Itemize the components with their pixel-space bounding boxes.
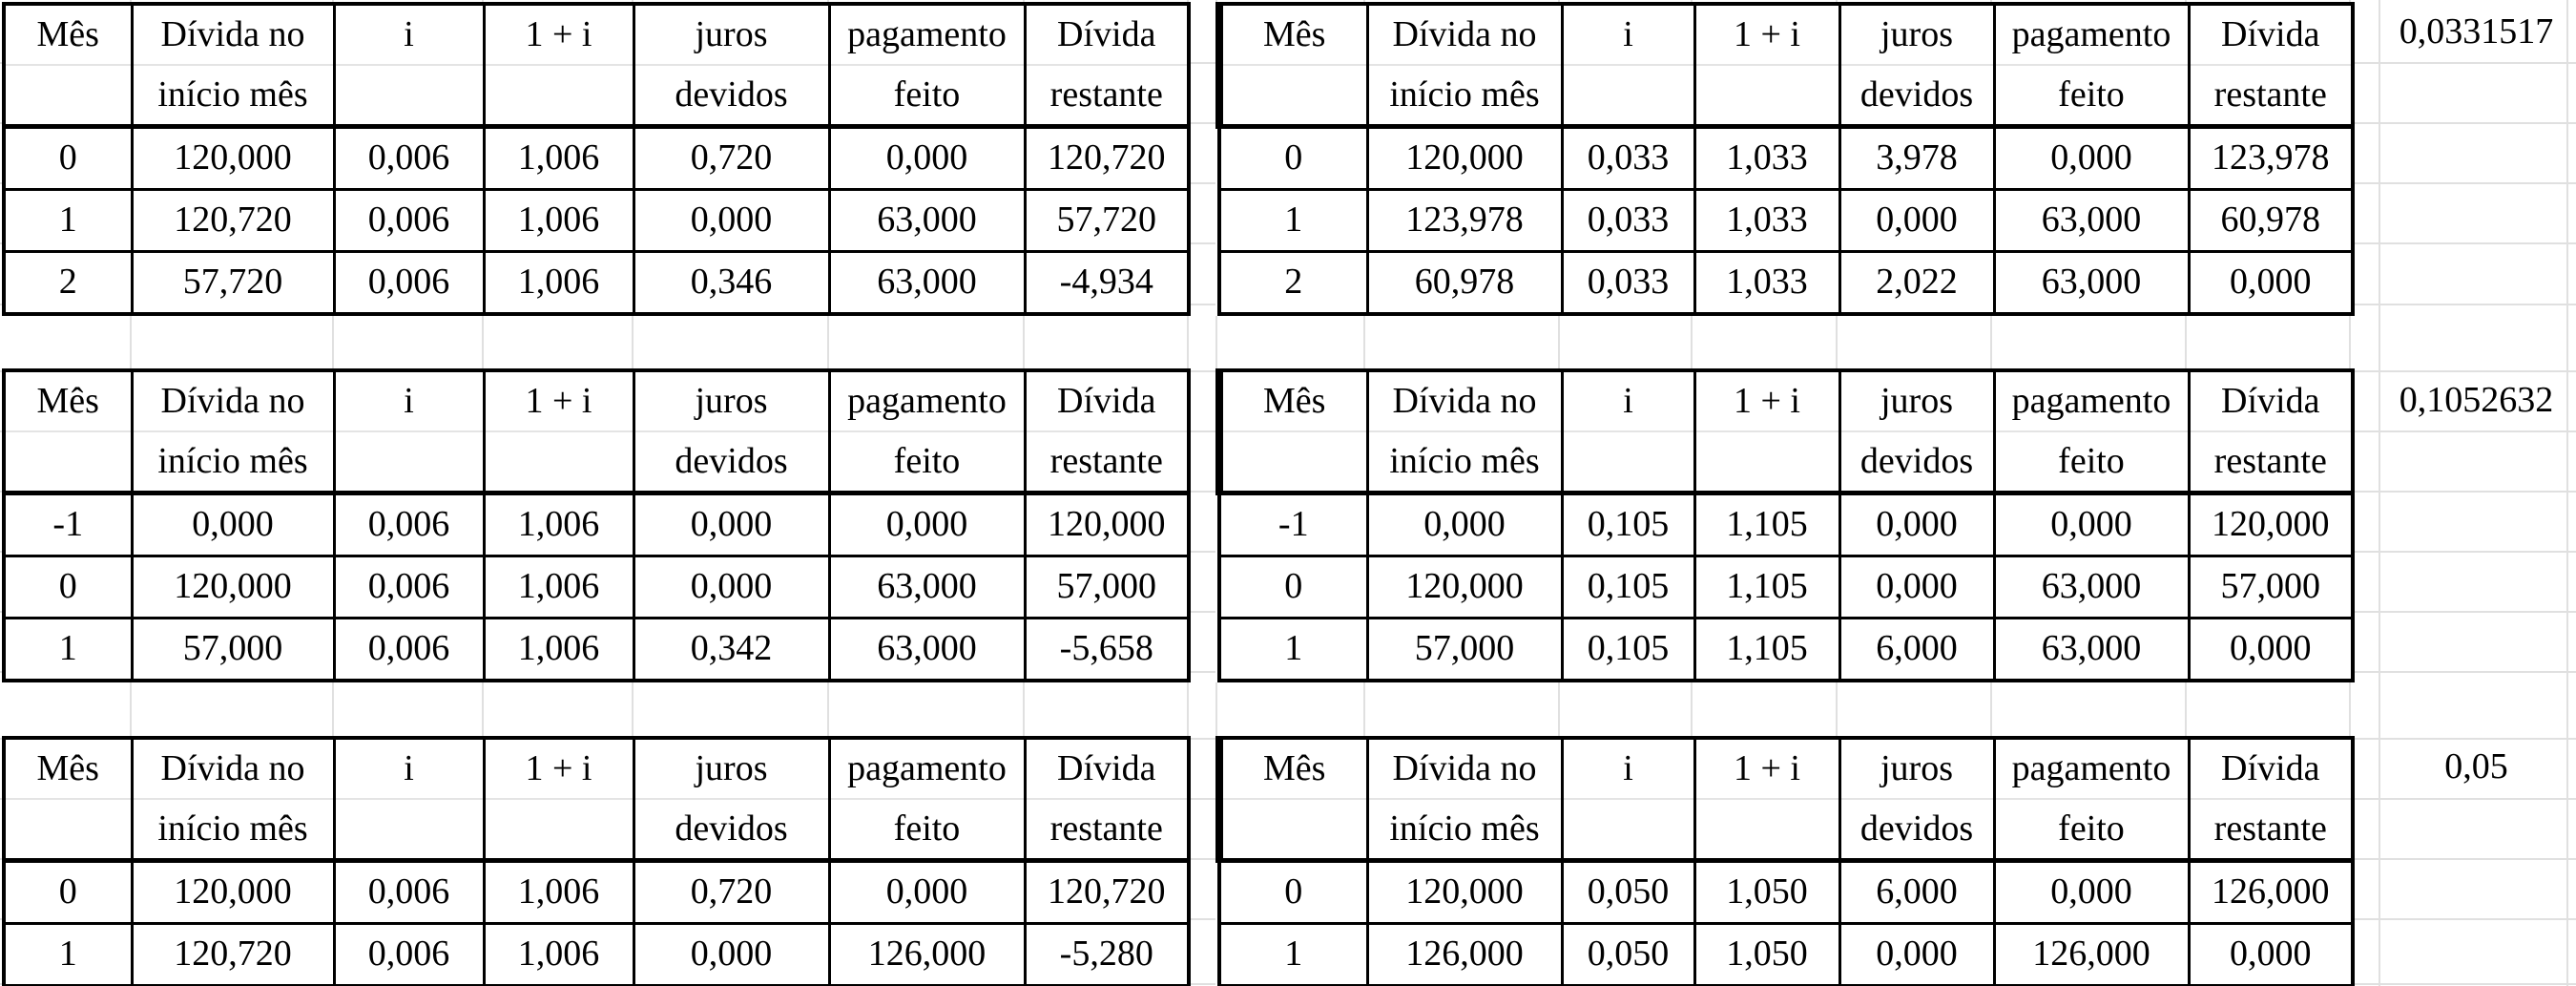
cell[interactable]: 0,000 — [634, 190, 829, 252]
cell[interactable]: 120,720 — [132, 190, 334, 252]
cell[interactable]: 2,022 — [1839, 252, 1994, 315]
cell[interactable]: 0 — [1219, 556, 1367, 619]
cell[interactable]: 0,006 — [334, 252, 484, 315]
cell[interactable]: 0,720 — [634, 861, 829, 924]
cell[interactable]: 126,000 — [1994, 924, 2189, 986]
header-row — [4, 431, 1189, 493]
cell[interactable]: 57,000 — [132, 619, 334, 682]
cell[interactable]: 3,978 — [1839, 127, 1994, 190]
header-cell[interactable]: Mês — [1219, 738, 1367, 799]
header-cell[interactable] — [1562, 799, 1694, 861]
cell[interactable]: 0,000 — [829, 861, 1025, 924]
header-row — [4, 370, 1189, 431]
cell[interactable]: 1,006 — [484, 861, 634, 924]
header-cell[interactable]: feito — [1994, 799, 2189, 861]
header-cell[interactable]: devidos — [1839, 799, 1994, 861]
header-cell[interactable] — [1219, 799, 1367, 861]
cell[interactable]: 120,000 — [132, 556, 334, 619]
cell[interactable]: 57,000 — [1367, 619, 1562, 682]
cell[interactable]: 57,720 — [132, 252, 334, 315]
header-cell[interactable]: juros — [1839, 738, 1994, 799]
header-cell[interactable]: restante — [2189, 431, 2353, 493]
table-row — [4, 556, 1189, 619]
cell[interactable]: 0,346 — [634, 252, 829, 315]
header-cell[interactable]: pagamento — [1994, 738, 2189, 799]
cell[interactable]: 123,978 — [2189, 127, 2353, 190]
header-cell[interactable]: Mês — [1219, 4, 1367, 65]
amortization-table-middle-right — [1215, 368, 2355, 682]
header-cell[interactable]: início mês — [1367, 431, 1562, 493]
cell[interactable]: 1 — [4, 190, 132, 252]
cell[interactable]: 1,006 — [484, 127, 634, 190]
cell[interactable]: 120,000 — [132, 861, 334, 924]
header-cell[interactable]: juros — [634, 738, 829, 799]
header-cell[interactable]: Dívida no — [132, 4, 334, 65]
cell[interactable]: 0,105 — [1562, 556, 1694, 619]
header-row — [4, 738, 1189, 799]
header-cell[interactable]: Dívida no — [1367, 4, 1562, 65]
cell[interactable]: -5,658 — [1025, 619, 1189, 682]
header-cell[interactable] — [1219, 65, 1367, 127]
cell[interactable]: 1,006 — [484, 619, 634, 682]
cell[interactable]: 0,006 — [334, 924, 484, 986]
header-cell[interactable]: Dívida — [1025, 370, 1189, 431]
cell[interactable]: 0,000 — [1839, 493, 1994, 556]
cell[interactable]: 1,006 — [484, 493, 634, 556]
cell[interactable]: 0,006 — [334, 127, 484, 190]
table-row — [1219, 252, 2353, 315]
header-cell[interactable]: Mês — [4, 4, 132, 65]
table-row — [4, 190, 1189, 252]
cell[interactable]: 57,720 — [1025, 190, 1189, 252]
header-cell[interactable]: juros — [1839, 4, 1994, 65]
header-row — [1219, 65, 2353, 127]
header-cell[interactable]: devidos — [1839, 65, 1994, 127]
amortization-table-bottom-right — [1215, 736, 2355, 986]
header-cell[interactable]: feito — [1994, 431, 2189, 493]
header-cell[interactable]: 1 + i — [1694, 4, 1839, 65]
header-cell[interactable]: Dívida — [2189, 738, 2353, 799]
cell[interactable]: 2 — [1219, 252, 1367, 315]
header-cell[interactable]: restante — [1025, 431, 1189, 493]
amortization-table-top-right — [1215, 2, 2355, 316]
header-cell[interactable]: i — [1562, 738, 1694, 799]
header-cell[interactable]: feito — [829, 65, 1025, 127]
table-row — [1219, 190, 2353, 252]
header-row — [1219, 4, 2353, 65]
header-cell[interactable] — [484, 799, 634, 861]
cell[interactable]: 120,720 — [1025, 861, 1189, 924]
cell[interactable]: 120,000 — [132, 127, 334, 190]
cell[interactable]: 0,006 — [334, 556, 484, 619]
header-cell[interactable]: restante — [1025, 799, 1189, 861]
gridline — [2379, 0, 2380, 986]
table-row — [4, 619, 1189, 682]
cell[interactable]: 0,033 — [1562, 190, 1694, 252]
cell[interactable]: 0,033 — [1562, 252, 1694, 315]
header-cell[interactable]: Dívida no — [132, 738, 334, 799]
cell[interactable]: 60,978 — [1367, 252, 1562, 315]
cell[interactable]: 1,033 — [1694, 127, 1839, 190]
cell[interactable]: 123,978 — [1367, 190, 1562, 252]
header-cell[interactable]: Mês — [4, 738, 132, 799]
cell[interactable]: 0,105 — [1562, 493, 1694, 556]
cell[interactable]: 0,000 — [2189, 924, 2353, 986]
header-cell[interactable] — [334, 65, 484, 127]
cell[interactable]: 126,000 — [829, 924, 1025, 986]
header-cell[interactable]: Dívida no — [132, 370, 334, 431]
interest-rate-cell[interactable]: 0,05 — [2444, 746, 2508, 787]
cell[interactable]: 0,050 — [1562, 924, 1694, 986]
cell[interactable]: 1,105 — [1694, 619, 1839, 682]
cell[interactable]: 0,342 — [634, 619, 829, 682]
header-cell[interactable]: i — [1562, 4, 1694, 65]
header-cell[interactable]: pagamento — [1994, 4, 2189, 65]
cell[interactable]: 0,006 — [334, 190, 484, 252]
header-cell[interactable]: 1 + i — [484, 738, 634, 799]
cell[interactable]: 0 — [1219, 127, 1367, 190]
header-cell[interactable] — [1219, 431, 1367, 493]
cell[interactable]: 1 — [1219, 619, 1367, 682]
table-row — [1219, 619, 2353, 682]
header-cell[interactable]: juros — [634, 4, 829, 65]
amortization-table-bottom-left — [2, 736, 1191, 986]
cell[interactable]: 0 — [1219, 861, 1367, 924]
header-row — [4, 65, 1189, 127]
cell[interactable]: 63,000 — [829, 252, 1025, 315]
header-cell[interactable]: i — [334, 4, 484, 65]
cell[interactable]: 1,105 — [1694, 493, 1839, 556]
cell[interactable]: 120,720 — [1025, 127, 1189, 190]
header-cell[interactable]: restante — [2189, 65, 2353, 127]
cell[interactable]: 1,050 — [1694, 861, 1839, 924]
header-cell[interactable]: Dívida — [2189, 4, 2353, 65]
cell[interactable]: 6,000 — [1839, 619, 1994, 682]
cell[interactable]: 1 — [4, 619, 132, 682]
cell[interactable]: 63,000 — [1994, 190, 2189, 252]
cell[interactable]: 0,000 — [1839, 924, 1994, 986]
header-cell[interactable]: 1 + i — [1694, 370, 1839, 431]
header-cell[interactable]: i — [334, 738, 484, 799]
header-cell[interactable]: Mês — [4, 370, 132, 431]
cell[interactable]: 0,000 — [634, 493, 829, 556]
header-cell[interactable]: devidos — [634, 431, 829, 493]
cell[interactable]: 0,006 — [334, 493, 484, 556]
header-row — [1219, 738, 2353, 799]
cell[interactable]: 1,033 — [1694, 190, 1839, 252]
cell[interactable]: 0,000 — [634, 556, 829, 619]
cell[interactable]: 1,105 — [1694, 556, 1839, 619]
header-cell[interactable]: 1 + i — [1694, 738, 1839, 799]
cell[interactable]: 0,033 — [1562, 127, 1694, 190]
header-row — [4, 4, 1189, 65]
header-cell[interactable]: 1 + i — [484, 370, 634, 431]
header-cell[interactable]: Dívida — [1025, 738, 1189, 799]
header-row — [1219, 370, 2353, 431]
header-cell[interactable] — [4, 799, 132, 861]
cell[interactable]: 0,000 — [132, 493, 334, 556]
table-row — [4, 861, 1189, 924]
cell[interactable]: 0,006 — [334, 861, 484, 924]
cell[interactable]: 120,000 — [2189, 493, 2353, 556]
cell[interactable]: 1 — [4, 924, 132, 986]
cell[interactable]: 0,006 — [334, 619, 484, 682]
header-cell[interactable]: devidos — [1839, 431, 1994, 493]
header-cell[interactable]: restante — [1025, 65, 1189, 127]
header-cell[interactable] — [4, 65, 132, 127]
cell[interactable]: 120,000 — [1367, 556, 1562, 619]
cell[interactable]: 120,000 — [1025, 493, 1189, 556]
header-cell[interactable] — [334, 431, 484, 493]
cell[interactable]: 0,000 — [1994, 861, 2189, 924]
header-cell[interactable] — [1694, 431, 1839, 493]
cell[interactable]: 0,050 — [1562, 861, 1694, 924]
header-cell[interactable] — [1694, 799, 1839, 861]
header-cell[interactable]: devidos — [634, 799, 829, 861]
interest-rate-cell[interactable]: 0,0331517 — [2399, 11, 2554, 52]
table-row — [1219, 924, 2353, 986]
cell[interactable]: 126,000 — [1367, 924, 1562, 986]
header-cell[interactable]: Dívida — [2189, 370, 2353, 431]
header-cell[interactable]: Dívida no — [1367, 738, 1562, 799]
cell[interactable]: 60,978 — [2189, 190, 2353, 252]
header-cell[interactable] — [1562, 431, 1694, 493]
header-cell[interactable]: Mês — [1219, 370, 1367, 431]
header-cell[interactable]: início mês — [1367, 799, 1562, 861]
header-cell[interactable]: pagamento — [829, 738, 1025, 799]
header-cell[interactable]: feito — [829, 799, 1025, 861]
header-cell[interactable] — [4, 431, 132, 493]
table-row — [1219, 127, 2353, 190]
cell[interactable]: -1 — [4, 493, 132, 556]
table-row — [4, 493, 1189, 556]
header-cell[interactable]: feito — [1994, 65, 2189, 127]
cell[interactable]: 0,000 — [829, 127, 1025, 190]
cell[interactable]: 63,000 — [829, 556, 1025, 619]
table-row — [1219, 556, 2353, 619]
cell[interactable]: 1,006 — [484, 190, 634, 252]
cell[interactable]: 0,000 — [2189, 619, 2353, 682]
header-row — [1219, 431, 2353, 493]
cell[interactable]: 63,000 — [829, 619, 1025, 682]
header-cell[interactable]: início mês — [132, 65, 334, 127]
cell[interactable]: 6,000 — [1839, 861, 1994, 924]
cell[interactable]: 0,000 — [634, 924, 829, 986]
header-cell[interactable]: início mês — [132, 431, 334, 493]
table-row — [4, 924, 1189, 986]
cell[interactable]: 63,000 — [1994, 619, 2189, 682]
header-cell[interactable] — [334, 799, 484, 861]
table-row — [1219, 861, 2353, 924]
header-cell[interactable]: Dívida — [1025, 4, 1189, 65]
header-cell[interactable]: início mês — [132, 799, 334, 861]
header-cell[interactable]: pagamento — [829, 370, 1025, 431]
header-cell[interactable]: juros — [1839, 370, 1994, 431]
header-cell[interactable] — [484, 65, 634, 127]
cell[interactable]: 1 — [1219, 190, 1367, 252]
cell[interactable]: 0,105 — [1562, 619, 1694, 682]
table-row — [4, 127, 1189, 190]
cell[interactable]: 126,000 — [2189, 861, 2353, 924]
header-cell[interactable]: pagamento — [1994, 370, 2189, 431]
cell[interactable]: 2 — [4, 252, 132, 315]
cell[interactable]: 120,000 — [1367, 127, 1562, 190]
cell[interactable]: 120,000 — [1367, 861, 1562, 924]
cell[interactable]: 1,006 — [484, 924, 634, 986]
cell[interactable]: 0,000 — [1839, 190, 1994, 252]
amortization-table-middle-left — [2, 368, 1191, 682]
cell[interactable]: 57,000 — [1025, 556, 1189, 619]
cell[interactable]: 0,000 — [1367, 493, 1562, 556]
cell[interactable]: 0 — [4, 556, 132, 619]
cell[interactable]: -1 — [1219, 493, 1367, 556]
cell[interactable]: 1,006 — [484, 556, 634, 619]
header-cell[interactable]: restante — [2189, 799, 2353, 861]
header-cell[interactable]: pagamento — [829, 4, 1025, 65]
cell[interactable]: 120,720 — [132, 924, 334, 986]
table-row — [4, 252, 1189, 315]
cell[interactable]: 0 — [4, 127, 132, 190]
cell[interactable]: 0,000 — [1994, 493, 2189, 556]
header-cell[interactable]: início mês — [1367, 65, 1562, 127]
cell[interactable]: 63,000 — [1994, 556, 2189, 619]
header-cell[interactable]: i — [1562, 370, 1694, 431]
interest-rate-cell[interactable]: 0,1052632 — [2399, 380, 2554, 420]
cell[interactable]: 0,000 — [1994, 127, 2189, 190]
header-cell[interactable] — [1694, 65, 1839, 127]
cell[interactable]: 0 — [4, 861, 132, 924]
cell[interactable]: 1,050 — [1694, 924, 1839, 986]
cell[interactable]: 0,000 — [2189, 252, 2353, 315]
header-row — [1219, 799, 2353, 861]
header-cell[interactable]: juros — [634, 370, 829, 431]
amortization-table-top-left — [2, 2, 1191, 316]
cell[interactable]: -5,280 — [1025, 924, 1189, 986]
header-cell[interactable]: feito — [829, 431, 1025, 493]
cell[interactable]: 1 — [1219, 924, 1367, 986]
cell[interactable]: 63,000 — [829, 190, 1025, 252]
cell[interactable]: 0,000 — [829, 493, 1025, 556]
header-cell[interactable]: 1 + i — [484, 4, 634, 65]
table-row — [1219, 493, 2353, 556]
header-cell[interactable]: devidos — [634, 65, 829, 127]
cell[interactable]: -4,934 — [1025, 252, 1189, 315]
header-cell[interactable] — [1562, 65, 1694, 127]
cell[interactable]: 0,720 — [634, 127, 829, 190]
gridline — [2566, 0, 2568, 986]
cell[interactable]: 0,000 — [1839, 556, 1994, 619]
cell[interactable]: 1,006 — [484, 252, 634, 315]
cell[interactable]: 63,000 — [1994, 252, 2189, 315]
header-cell[interactable] — [484, 431, 634, 493]
header-cell[interactable]: i — [334, 370, 484, 431]
cell[interactable]: 1,033 — [1694, 252, 1839, 315]
cell[interactable]: 57,000 — [2189, 556, 2353, 619]
header-cell[interactable]: Dívida no — [1367, 370, 1562, 431]
header-row — [4, 799, 1189, 861]
